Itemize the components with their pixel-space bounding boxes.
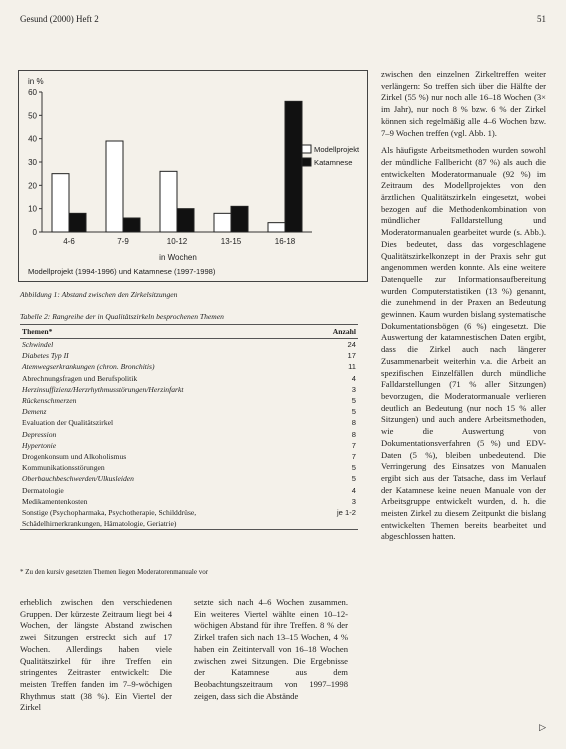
chart-y-tick-label: 0: [32, 228, 37, 237]
table-cell-count: 7: [351, 440, 356, 450]
left-column-text: erheblich zwischen den verschiedenen Gruppen. Der kürzeste Zeitraum liegt bei 4 Wochen, der längste Abstand zwischen zwei Sitzungen erstreckt sich auf 17 Wochen. Allerdings haben viele Qualitätszirkel für ihre Treffen ein stringentes Zeitraster entwickelt: Die meisten Treffen fanden im 7–9-wöchigen Rhythmus statt (38 %). Ein Viertel der Zirkel: [20, 597, 172, 713]
table-cell-theme: Abrechnungsfragen und Berufspolitik: [22, 373, 138, 383]
bar-chart: [18, 70, 368, 282]
chart-bar-katamnese: [69, 213, 86, 232]
table-cell-theme: Schädelhirnerkrankungen, Hämatologie, Geriatrie): [20, 518, 313, 530]
chart-x-tick-label: 4-6: [63, 237, 75, 246]
table-row: [20, 473, 358, 484]
chart-bar-katamnese: [285, 101, 302, 232]
chart-bar-modellprojekt: [160, 171, 177, 232]
table-cell-theme: Sonstige (Psychopharmaka, Psychotherapie, Schilddrüse,: [22, 508, 197, 518]
chart-y-tick-label: 50: [28, 111, 37, 121]
chart-y-tick-label: 60: [28, 88, 37, 97]
table-row: [20, 350, 358, 361]
right-column: [381, 69, 546, 549]
table-cell-count: 4: [351, 373, 356, 383]
table-row: [20, 507, 358, 518]
table-cell-theme: Herzinsuffizienz/Herzrhythmusstörungen/Herzinfarkt: [22, 384, 184, 394]
table-cell-count: 5: [351, 407, 356, 417]
table-row: [20, 384, 358, 395]
chart-bar-katamnese: [231, 206, 248, 232]
table-cell-count: 8: [351, 429, 356, 439]
table-cell-theme: Oberbauchbeschwerden/Ulkusleiden: [22, 474, 134, 484]
chart-xlabel: in Wochen: [159, 253, 197, 262]
chart-bar-modellprojekt: [214, 213, 231, 232]
table-cell-count: 4: [351, 485, 356, 495]
table-header-themes: Themen*: [20, 325, 313, 339]
chart-bar-katamnese: [177, 209, 194, 232]
table-cell-theme: Medikamentenkosten: [22, 496, 88, 506]
chart-x-tick-label: 10-12: [166, 237, 188, 246]
middle-column-text: setzte sich nach 4–6 Wochen zusammen. Ein weiteres Viertel wählte einen 10–12-wöchigen Abstand für ihre Treffen. 8 % der Zirkel trafen sich nach 13–15 Wochen, 4 % haben ein Zeitintervall von 16–18 Wochen zwischen zwei Sitzungen. Die Ergebnisse der Katamnese aus dem Beobachtungszeitraum von 1997–1998 zeigen, dass sich die Abstände: [194, 597, 348, 701]
table-cell-count: 7: [351, 452, 356, 462]
table-cell-theme: Dermatologie: [22, 485, 64, 495]
table-cell-count: 17: [347, 351, 356, 361]
table-footnote: * Zu den kursiv gesetzten Themen liegen Moderatorenmanuale vor: [20, 568, 209, 576]
table-cell-theme: Drogenkonsum und Alkoholismus: [22, 452, 127, 462]
table-cell-count: 5: [351, 396, 356, 406]
table-cell-count: 3: [351, 496, 356, 506]
chart-bar-modellprojekt: [106, 141, 123, 232]
chart-x-tick-label: 13-15: [220, 237, 242, 246]
table-row: [20, 518, 358, 530]
right-paragraph-2: Als häufigste Arbeitsmethoden wurden sowohl der mündliche Fallbericht (87 %) als auch die entwickelten Moderatormanuale (92 %) im Zeitraum des Modellprojektes von den ärztlichen Qualitätszirkeln eingesetzt, wobei bezogen auf die Methodenkombination von mündlicher Falldarstellung und Moderatormanualen gearbeitet wurde (s. Abb.). Dies bedeutet, dass das vorgeschlagene Qualitätszirkelkonzept in der Praxis sehr gut angenommen werden konnte. Als eine weitere Datenquelle zur Informationsaufbereitung wurden Computerstatistiken (13 %) genannt, die zunehmend in der Praxen an Bedeutung gewinnen. Kaum wurden bislang systematische Dokumentationsbögen (6 %) eingesetzt. Die Auswertung der katamnestischen Daten ergibt, dass die Zirkel auch nach längerer Zusammenarbeit weiterhin v.a. die Arbeit an spezifischen Einzelfällen durch mündliche Falldarstellungen (71 % aller Sitzungen) bevorzugen, die Moderatormanuale verlieren deutlich an Bedeutung (nur noch 15 % aller Sitzungen) und auch andere Arbeitsmethoden, wie die Auswertung von Dokumentationsverfahren (5 %) und EDV-Daten (5 %), bleiben unbedeutend. Die Verringerung des Einsatzes von Manualen ergibt sich aus der Tatsache, dass im Verlauf der Katamnese keine neuen Manuale von der Arbeitsgruppe entwickelt wurden, d. h. die meisten Zirkel zu diesem Zeitpunkt die bislang entwickelten Themen bereits bearbeitet und abgeschlossen hatten.: [381, 145, 546, 542]
chart-note: Modellprojekt (1994-1996) und Katamnese (1997-1998): [28, 267, 216, 276]
chart-legend-swatch: [302, 145, 311, 153]
table-cell-theme: Schwindel: [22, 340, 54, 349]
table-cell-count: 11: [348, 362, 356, 372]
right-paragraph-1: zwischen den einzelnen Zirkeltreffen weiter verlängern: So treffen sich über die Hälfte der Zirkel (55 %) nur noch alle 16–18 Wochen (3× im Jahr), nur noch 8 % bzw. 6 % der Zirkel können sich regelmäßig alle 4–6 Wochen bzw. 7–9 Wochen treffen (vgl. Abb. 1).: [381, 69, 546, 138]
table-cell-theme: Kommunikationsstörungen: [22, 463, 105, 473]
table-row: [20, 395, 358, 406]
chart-bar-modellprojekt: [52, 174, 69, 232]
ranking-table: [20, 324, 358, 530]
table-cell-count: 24: [347, 340, 356, 349]
table-caption: Tabelle 2: Rangreihe der in Qualitätszirkeln besprochenen Themen: [20, 312, 224, 321]
table-row: [20, 462, 358, 473]
table-row: [20, 361, 358, 372]
chart-legend-swatch: [302, 158, 311, 166]
chart-legend-label: Katamnese: [314, 158, 353, 167]
continue-mark: ▷: [539, 722, 546, 732]
table-row: [20, 429, 358, 440]
table-row: [20, 406, 358, 417]
chart-y-tick-label: 20: [28, 181, 37, 191]
table-row: [20, 451, 358, 462]
table-cell-count: 5: [351, 463, 356, 473]
table-cell-theme: Demenz: [22, 407, 47, 417]
table-cell-theme: Depression: [22, 429, 57, 439]
table-cell-count: je 1-2: [337, 508, 356, 518]
table-cell-theme: Rückenschmerzen: [22, 396, 77, 406]
ranking-table-wrap: [20, 324, 358, 530]
table-cell-count: [313, 518, 358, 530]
table-cell-count: 3: [351, 384, 356, 394]
table-row: [20, 485, 358, 496]
table-row: [20, 373, 358, 384]
table-cell-count: 5: [351, 474, 356, 484]
chart-bar-modellprojekt: [268, 223, 285, 232]
table-cell-theme: Diabetes Typ II: [22, 351, 69, 361]
table-cell-theme: Atemwegserkrankungen (chron. Bronchitis): [22, 362, 155, 372]
chart-x-tick-label: 7-9: [117, 237, 129, 246]
table-cell-count: 8: [351, 418, 356, 428]
table-row: [20, 496, 358, 507]
figure-caption: Abbildung 1: Abstand zwischen den Zirkelsitzungen: [20, 290, 178, 299]
table-row: [20, 440, 358, 451]
chart-x-tick-label: 16-18: [274, 237, 296, 246]
journal-header: Gesund (2000) Heft 2: [20, 14, 99, 24]
table-header-count: Anzahl: [313, 325, 358, 339]
chart-ylabel: in %: [28, 77, 44, 86]
table-cell-theme: Hypertonie: [22, 440, 57, 450]
table-cell-theme: Evaluation der Qualitätszirkel: [22, 418, 114, 428]
chart-legend-label: Modellprojekt: [314, 145, 360, 154]
table-row: [20, 417, 358, 428]
chart-y-tick-label: 40: [28, 134, 37, 144]
chart-y-tick-label: 30: [28, 158, 37, 167]
chart-bar-katamnese: [123, 218, 140, 232]
table-row: [20, 339, 358, 351]
page-number: 51: [537, 14, 546, 24]
chart-y-tick-label: 10: [28, 204, 37, 214]
